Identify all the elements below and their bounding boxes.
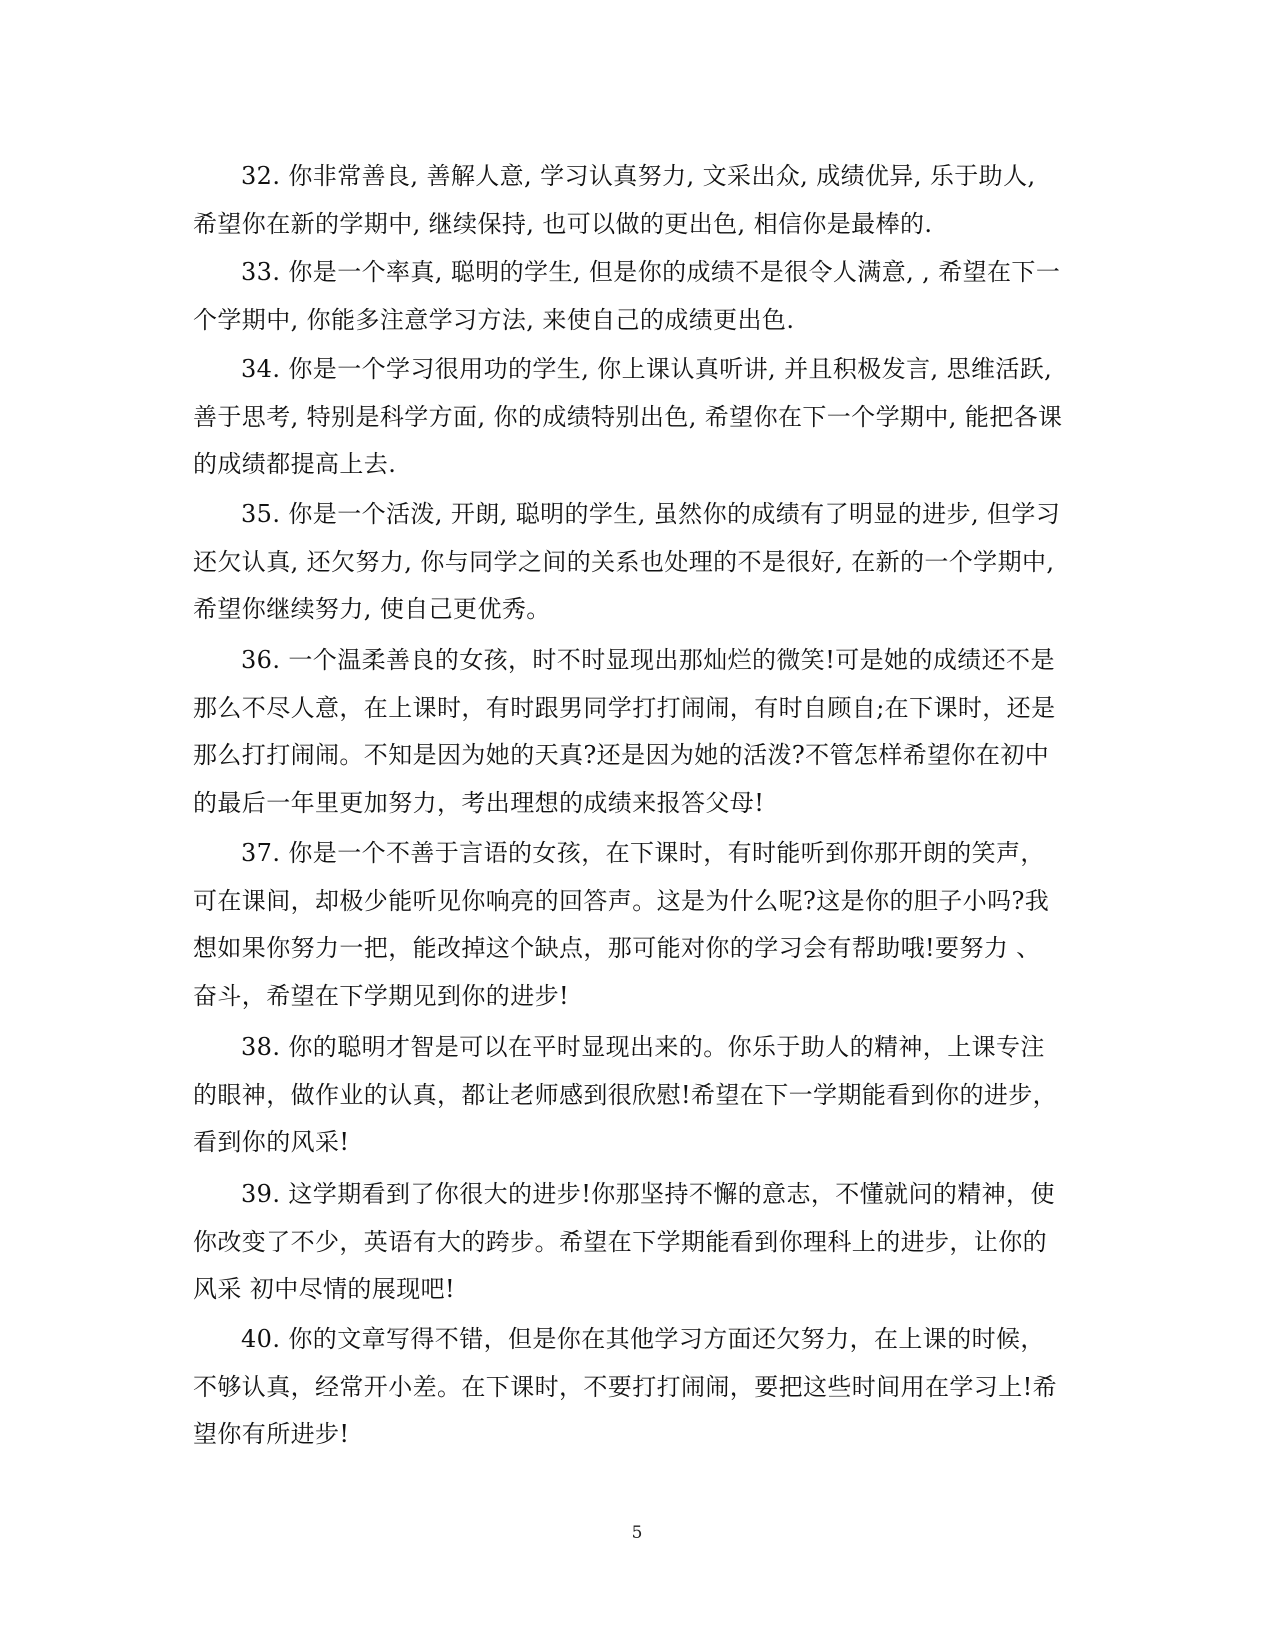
comment-paragraph-38: 38. 你的聪明才智是可以在平时显现出来的。你乐于助人的精神，上课专注的眼神，做作业的认真，都让老师感到很欣慰!希望在下一学期能看到你的进步，看到你的风采! <box>193 1033 1058 1156</box>
page-number: 5 <box>631 1523 643 1543</box>
comment-paragraph-33: 33. 你是一个率真, 聪明的学生, 但是你的成绩不是很令人满意, , 希望在下一个学期中, 你能多注意学习方法, 来使自己的成绩更出色. <box>193 258 1061 334</box>
comment-paragraph-40: 40. 你的文章写得不错，但是你在其他学习方面还欠努力，在上课的时候，不够认真，经常开小差。在下课时，不要打打闹闹，要把这些时间用在学习上!希望你有所进步! <box>193 1325 1058 1448</box>
comment-paragraph-39: 39. 这学期看到了你很大的进步!你那坚持不懈的意志，不懂就问的精神，使你改变了不少，英语有大的跨步。希望在下学期能看到你理科上的进步，让你的风采 初中尽情的展现吧! <box>193 1180 1055 1303</box>
comment-paragraph-34: 34. 你是一个学习很用功的学生, 你上课认真听讲, 并且积极发言, 思维活跃, 善于思考, 特别是科学方面, 你的成绩特别出色, 希望你在下一个学期中, 能把各课的成绩都提高上去. <box>193 355 1063 478</box>
comment-paragraph-35: 35. 你是一个活泼, 开朗, 聪明的学生, 虽然你的成绩有了明显的进步, 但学习还欠认真, 还欠努力, 你与同学之间的关系也处理的不是很好, 在新的一个学期中, 希望你继续努力, 使自己更优秀。 <box>193 500 1063 623</box>
comment-paragraph-37: 37. 你是一个不善于言语的女孩，在下课时，有时能听到你那开朗的笑声，可在课间，却极少能听见你响亮的回答声。这是为什么呢?这是你的胆子小吗?我想如果你努力一把，能改掉这个缺点，那可能对你的学习会有帮助哦!要努力 、奋斗，希望在下学期见到你的进步! <box>193 839 1050 1010</box>
comment-paragraph-32: 32. 你非常善良, 善解人意, 学习认真努力, 文采出众, 成绩优异, 乐于助人, 希望你在新的学期中, 继续保持, 也可以做的更出色, 相信你是最棒的. <box>193 162 1044 238</box>
comment-paragraph-36: 36. 一个温柔善良的女孩，时不时显现出那灿烂的微笑!可是她的成绩还不是那么不尽人意，在上课时，有时跟男同学打打闹闹，有时自顾自;在下课时，还是那么打打闹闹。不知是因为她的天真?还是因为她的活泼?不管怎样希望你在初中的最后一年里更加努力，考出理想的成绩来报答父母! <box>193 646 1056 817</box>
